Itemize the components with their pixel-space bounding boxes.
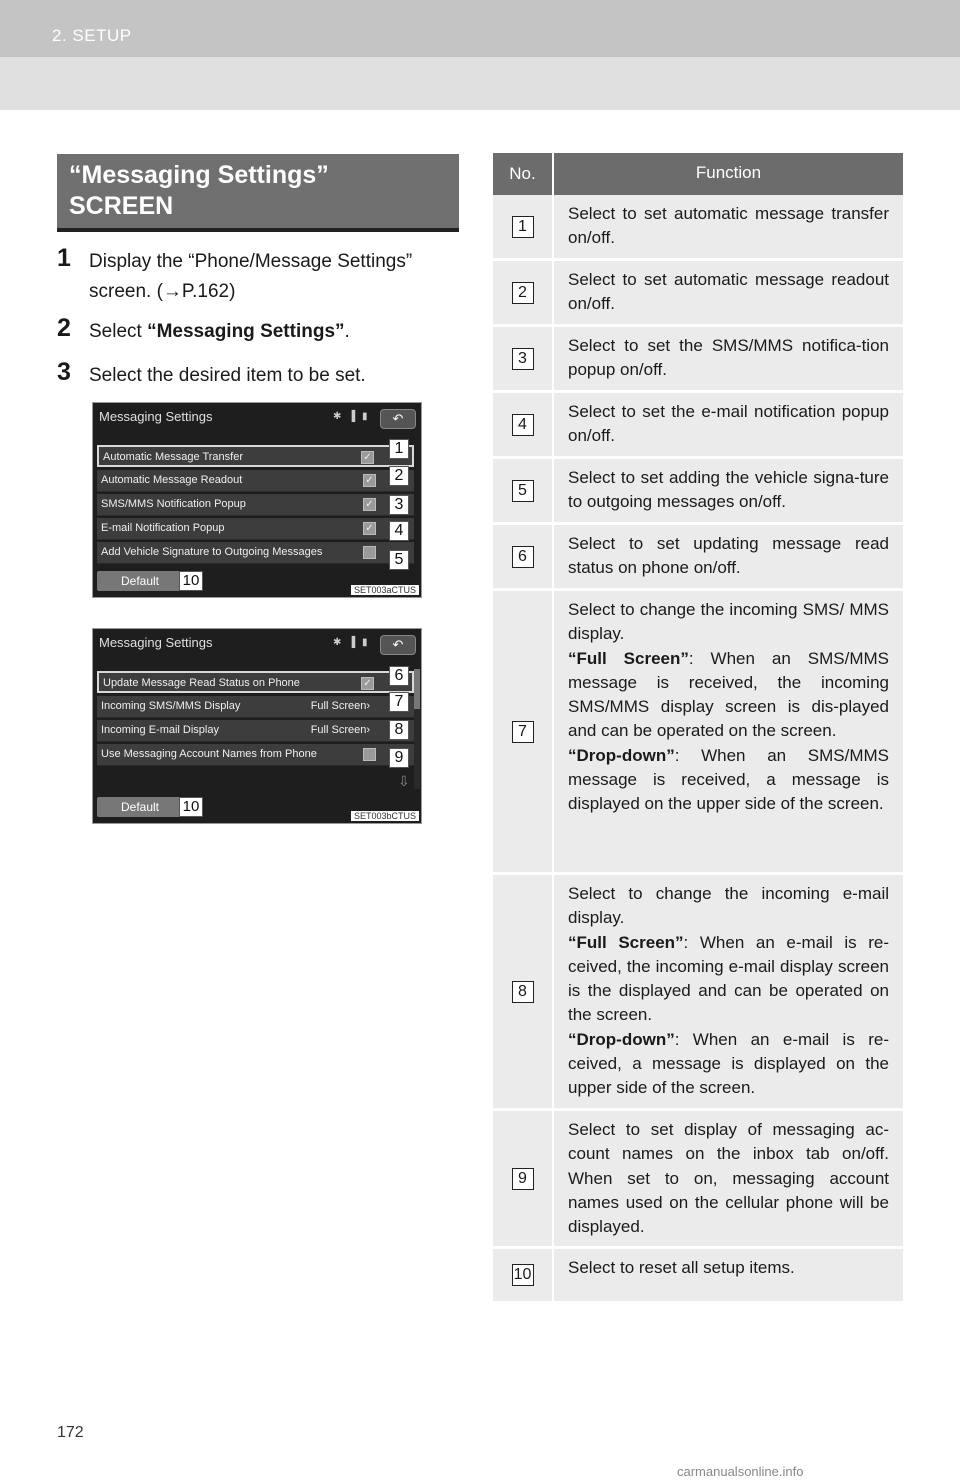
setting-row[interactable]	[97, 494, 414, 516]
table-row	[493, 393, 903, 459]
table-row	[493, 525, 903, 591]
setting-label: Use Messaging Account Names from Phone	[101, 748, 317, 760]
setting-label: Incoming E-mail Display	[101, 724, 219, 736]
setting-label: Update Message Read Status on Phone	[103, 677, 300, 689]
table-row	[493, 459, 903, 525]
row-number-cell	[493, 459, 554, 522]
option-description: : When an e-mail is re-ceived, a message is displayed on the upper side of the screen.	[568, 1029, 889, 1098]
number-box: 7	[512, 721, 534, 743]
scrollbar-thumb[interactable]	[414, 669, 420, 709]
screenshot-messaging-settings-1	[92, 402, 422, 598]
step-text-bold: “Messaging Settings”	[147, 321, 345, 342]
scrollbar[interactable]	[414, 669, 420, 789]
table-row	[493, 261, 903, 327]
option-name: “Drop-down”	[568, 745, 675, 765]
setting-row[interactable]	[97, 518, 414, 540]
function-cell: Select to set adding the vehicle signa-ture to outgoing messages on/off.	[568, 468, 889, 512]
step-number: 3	[57, 358, 71, 386]
row-number-cell	[493, 525, 554, 588]
setting-label: Add Vehicle Signature to Outgoing Messages	[101, 546, 323, 558]
setting-label: Automatic Message Readout	[101, 474, 243, 486]
checkbox-icon[interactable]	[363, 546, 376, 559]
setting-row[interactable]	[97, 445, 414, 467]
option-name: “Full Screen”	[568, 648, 689, 668]
function-cell: Select to set the e-mail notification popup on/off.	[568, 402, 889, 446]
callout-8: 8	[389, 720, 409, 740]
header-strip	[0, 0, 960, 57]
callout-9: 9	[389, 748, 409, 768]
callout-6: 6	[389, 666, 409, 686]
callout-10: 10	[179, 797, 203, 817]
step-text-pre: Select	[89, 321, 148, 342]
step-text: Display the “Phone/Message Settings”	[89, 251, 413, 272]
callout-4: 4	[389, 521, 409, 541]
option-description: : When an e-mail is re-ceived, the incoming e-mail display screen is the displayed and can be operated on the screen.	[568, 932, 890, 1025]
row-number-cell	[493, 591, 554, 872]
setting-label: Automatic Message Transfer	[103, 451, 244, 463]
section-title-line1: “Messaging Settings”	[69, 161, 329, 189]
callout-2: 2	[389, 466, 409, 486]
row-number-cell	[493, 261, 554, 324]
step-text: Select the desired item to be set.	[89, 365, 366, 386]
screen-title: Messaging Settings	[99, 409, 213, 424]
step-1	[57, 244, 467, 307]
checkbox-icon[interactable]: ✓	[361, 451, 374, 464]
scroll-down-icon[interactable]: ⇩	[398, 773, 410, 789]
checkbox-icon[interactable]	[363, 748, 376, 761]
step-text	[89, 317, 467, 347]
figure-code: SET003bCTUS	[351, 811, 419, 821]
function-text: When set to on, messaging account names used on the cellular phone will be displayed.	[568, 1168, 889, 1237]
option-description: : When an SMS/MMS message is received, the incoming SMS/MMS display screen is dis-played and can be operated on the screen.	[568, 648, 890, 741]
setting-row[interactable]	[97, 470, 414, 492]
row-number-cell	[493, 195, 554, 258]
option-name: “Drop-down”	[568, 1029, 675, 1049]
callout-3: 3	[389, 495, 409, 515]
number-box: 5	[512, 480, 534, 502]
number-box: 10	[512, 1264, 534, 1286]
step-3	[57, 358, 467, 391]
function-cell	[554, 1111, 903, 1246]
checkbox-icon[interactable]: ✓	[363, 522, 376, 535]
default-button[interactable]: Default	[97, 797, 183, 817]
default-button[interactable]: Default	[97, 571, 183, 591]
number-box: 3	[512, 348, 534, 370]
callout-7: 7	[389, 692, 409, 712]
callout-10: 10	[179, 571, 203, 591]
step-2	[57, 314, 467, 347]
function-text: Select to change the incoming SMS/ MMS display.	[568, 600, 889, 644]
function-text: Select to set display of messaging ac-count names on the inbox tab on/off.	[568, 1120, 889, 1164]
number-box: 6	[512, 546, 534, 568]
table-header	[493, 153, 903, 195]
function-cell: Select to set updating message read status on phone on/off.	[568, 534, 889, 578]
row-number-cell	[493, 327, 554, 390]
back-button[interactable]: ↶	[380, 409, 416, 429]
section-heading	[57, 154, 459, 232]
header-function: Function	[695, 163, 762, 182]
function-cell: Select to reset all setup items.	[568, 1258, 795, 1277]
step-text-post: .	[344, 321, 350, 342]
section-title-line2: SCREEN	[69, 192, 174, 220]
row-number-cell	[493, 875, 554, 1108]
number-box: 2	[512, 282, 534, 304]
step-number: 2	[57, 314, 71, 342]
figure-code: SET003aCTUS	[351, 585, 419, 595]
setting-label: E-mail Notification Popup	[101, 522, 225, 534]
function-cell: Select to set automatic message readout on/off.	[568, 270, 889, 314]
function-cell: Select to set automatic message transfer on/off.	[568, 204, 889, 248]
callout-5: 5	[389, 550, 409, 570]
option-description: : When an SMS/MMS message is received, a message is displayed on the upper side of the screen.	[568, 745, 889, 814]
row-number-cell	[493, 1111, 554, 1246]
setting-row[interactable]	[97, 744, 414, 766]
table-row	[493, 875, 903, 1111]
status-icons: ✱ ▐ ▮	[333, 411, 370, 422]
checkbox-icon[interactable]: ✓	[363, 498, 376, 511]
setting-label: Incoming SMS/MMS Display	[101, 700, 241, 712]
chapter-title: 2. SETUP	[52, 26, 132, 45]
function-table	[493, 153, 903, 1301]
callout-1: 1	[389, 439, 409, 459]
number-box: 1	[512, 216, 534, 238]
setting-label: SMS/MMS Notification Popup	[101, 498, 246, 510]
table-row	[493, 327, 903, 393]
status-icons: ✱ ▐ ▮	[333, 637, 370, 648]
step-number: 1	[57, 244, 71, 272]
setting-row[interactable]	[97, 542, 414, 564]
back-button[interactable]: ↶	[380, 635, 416, 655]
table-row	[493, 1249, 903, 1301]
header-no: No.	[493, 153, 554, 195]
function-cell	[554, 591, 903, 872]
table-row	[493, 591, 903, 875]
number-box: 8	[512, 981, 534, 1003]
setting-row[interactable]	[97, 696, 414, 718]
function-text: Select to change the incoming e-mail display.	[568, 884, 889, 928]
screenshot-messaging-settings-2	[92, 628, 422, 824]
setting-row[interactable]	[97, 671, 414, 693]
step-text: screen. (→P.162)	[89, 281, 236, 302]
checkbox-icon[interactable]: ✓	[361, 677, 374, 690]
watermark: carmanualsonline.info	[677, 1464, 804, 1479]
table-row	[493, 195, 903, 261]
checkbox-icon[interactable]: ✓	[363, 474, 376, 487]
screen-title: Messaging Settings	[99, 635, 213, 650]
setting-row[interactable]	[97, 720, 414, 742]
row-number-cell	[493, 393, 554, 456]
function-cell	[554, 875, 903, 1108]
number-box: 9	[512, 1168, 534, 1190]
setting-value[interactable]: Full Screen›	[310, 700, 370, 712]
number-box: 4	[512, 414, 534, 436]
row-number-cell	[493, 1249, 554, 1301]
setting-value[interactable]: Full Screen›	[310, 724, 370, 736]
function-cell: Select to set the SMS/MMS notifica-tion popup on/off.	[568, 336, 889, 380]
table-row	[493, 1111, 903, 1249]
page-number: 172	[57, 1424, 84, 1441]
option-name: “Full Screen”	[568, 932, 684, 952]
